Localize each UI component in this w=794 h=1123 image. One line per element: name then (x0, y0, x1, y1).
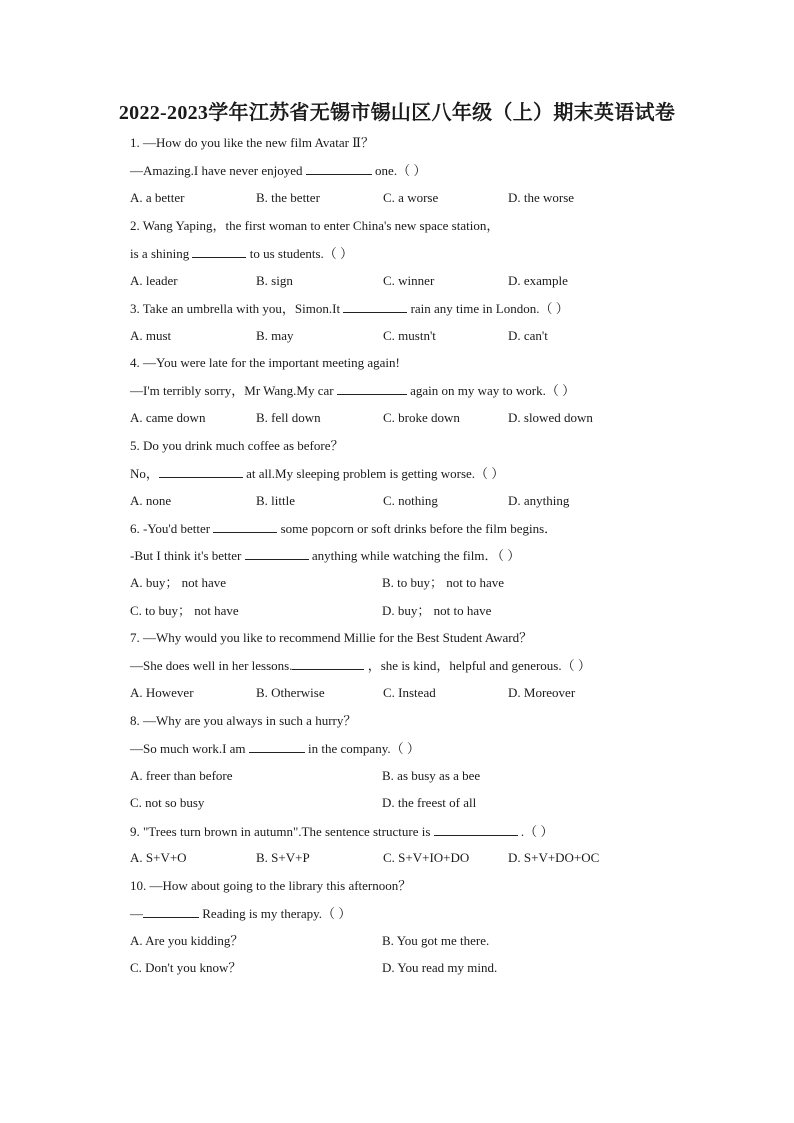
question-2-option-A: A. leader (130, 273, 178, 288)
question-9-option-A: A. S+V+O (130, 850, 187, 865)
question-5-option-C: C. nothing (383, 493, 438, 508)
question-10-line-1 (130, 878, 411, 894)
exam-title: 2022-2023学年江苏省无锡市锡山区八年级（上）期末英语试卷 (118, 102, 676, 124)
question-3-option-D: D. can't (508, 328, 548, 343)
question-1-line-1 (130, 135, 374, 151)
question-9-line-1 (130, 823, 553, 840)
question-6-option-B: B. to buy； not to have (382, 575, 505, 590)
question-4-option-B: B. fell down (256, 410, 321, 425)
answer-blank (249, 740, 305, 753)
question-1-option-A: A. a better (130, 190, 185, 205)
question-text: one.（ ） (371, 163, 427, 178)
question-text: anything while watching the film．（ ） (308, 548, 521, 563)
question-text: at all.My sleeping problem is getting worse.（ ） (242, 466, 505, 481)
question-text: 3. Take an umbrella with you，Simon.It (130, 301, 344, 316)
question-2-option-D: D. example (508, 273, 568, 288)
answer-blank (192, 245, 246, 258)
question-6-line-2 (130, 547, 520, 564)
question-2-option-C: C. winner (383, 273, 435, 288)
question-1-line-2 (130, 162, 426, 179)
question-4-option-D: D. slowed down (508, 410, 593, 425)
question-text: 6. -You'd better (130, 521, 214, 536)
question-text: —She does well in her lessons. (130, 658, 293, 673)
question-6-line-1 (130, 520, 557, 537)
question-text: 9. "Trees turn brown in autumn".The sentence structure is (130, 824, 434, 839)
question-text: .（ ） (517, 824, 554, 839)
question-text: —Amazing.I have never enjoyed (130, 163, 306, 178)
question-text: — (130, 906, 143, 921)
answer-blank (159, 465, 243, 478)
question-1-option-D: D. the worse (508, 190, 575, 205)
question-5-option-A: A. none (130, 493, 172, 508)
answer-blank (306, 162, 372, 175)
question-9-option-D: D. S+V+DO+OC (508, 850, 600, 865)
question-7-option-D: D. Moreover (508, 685, 576, 700)
question-4-line-2 (130, 382, 575, 399)
question-text: ，she is kind，helpful and generous.（ ） (364, 658, 591, 673)
question-text: —So much work.I am (130, 741, 249, 756)
question-4-option-C: C. broke down (383, 410, 460, 425)
answer-blank (143, 905, 199, 918)
question-text: to us students.（ ） (246, 246, 354, 261)
answer-blank (292, 657, 364, 670)
question-2-line-1 (130, 218, 499, 234)
question-8-option-A: A. freer than before (130, 768, 233, 783)
question-text: -But I think it's better (130, 548, 245, 563)
question-6-option-C: C. to buy； not have (130, 603, 239, 618)
question-5-option-B: B. little (256, 493, 295, 508)
question-2-option-B: B. sign (256, 273, 293, 288)
question-1-option-B: B. the better (256, 190, 320, 205)
question-text: —I'm terribly sorry，Mr Wang.My car (130, 383, 337, 398)
question-text: is a shining (130, 246, 193, 261)
question-5-option-D: D. anything (508, 493, 570, 508)
question-10-line-2 (130, 905, 351, 922)
question-text: rain any time in London.（ ） (407, 301, 569, 316)
question-text: 2. Wang Yaping，the first woman to enter China's new space station， (130, 218, 500, 233)
question-text: 8. —Why are you always in such a hurry？ (130, 713, 357, 728)
question-text: 5. Do you drink much coffee as before？ (130, 438, 344, 453)
question-3-option-C: C. mustn't (383, 328, 436, 343)
question-2-line-2 (130, 245, 353, 262)
question-6-option-A: A. buy； not have (130, 575, 227, 590)
question-5-line-2 (130, 465, 504, 482)
question-text: in the company.（ ） (304, 741, 420, 756)
question-text: some popcorn or soft drinks before the film begins． (277, 521, 558, 536)
answer-blank (343, 300, 407, 313)
question-text: 10. —How about going to the library this afternoon？ (130, 878, 412, 893)
question-10-option-C: C. Don't you know？ (130, 960, 242, 975)
question-text: 4. —You were late for the important meeting again! (130, 355, 400, 370)
question-3-line-1 (130, 300, 569, 317)
answer-blank (337, 382, 407, 395)
question-1-option-C: C. a worse (383, 190, 439, 205)
question-9-option-C: C. S+V+IO+DO (383, 850, 470, 865)
question-6-option-D: D. buy； not to have (382, 603, 492, 618)
question-8-option-B: B. as busy as a bee (382, 768, 481, 783)
question-5-line-1 (130, 438, 343, 454)
question-8-option-D: D. the freest of all (382, 795, 477, 810)
question-text: No， (130, 466, 159, 481)
question-text: Reading is my therapy.（ ） (199, 906, 352, 921)
question-9-option-B: B. S+V+P (256, 850, 310, 865)
question-7-option-A: A. However (130, 685, 194, 700)
question-7-line-2 (130, 657, 591, 674)
question-10-option-D: D. You read my mind. (382, 960, 498, 975)
question-text: 7. —Why would you like to recommend Millie for the Best Student Award？ (130, 630, 533, 645)
question-3-option-B: B. may (256, 328, 294, 343)
question-10-option-B: B. You got me there. (382, 933, 490, 948)
question-7-line-1 (130, 630, 532, 646)
question-3-option-A: A. must (130, 328, 172, 343)
answer-blank (434, 823, 518, 836)
question-8-option-C: C. not so busy (130, 795, 205, 810)
question-8-line-1 (130, 713, 356, 729)
answer-blank (213, 520, 277, 533)
question-7-option-C: C. Instead (383, 685, 436, 700)
question-7-option-B: B. Otherwise (256, 685, 325, 700)
question-4-option-A: A. came down (130, 410, 206, 425)
question-10-option-A: A. Are you kidding？ (130, 933, 244, 948)
answer-blank (245, 547, 309, 560)
question-text: again on my way to work.（ ） (406, 383, 576, 398)
question-text: 1. —How do you like the new film Avatar Ⅱ？ (130, 135, 374, 150)
question-4-line-1 (130, 355, 400, 371)
question-8-line-2 (130, 740, 420, 757)
